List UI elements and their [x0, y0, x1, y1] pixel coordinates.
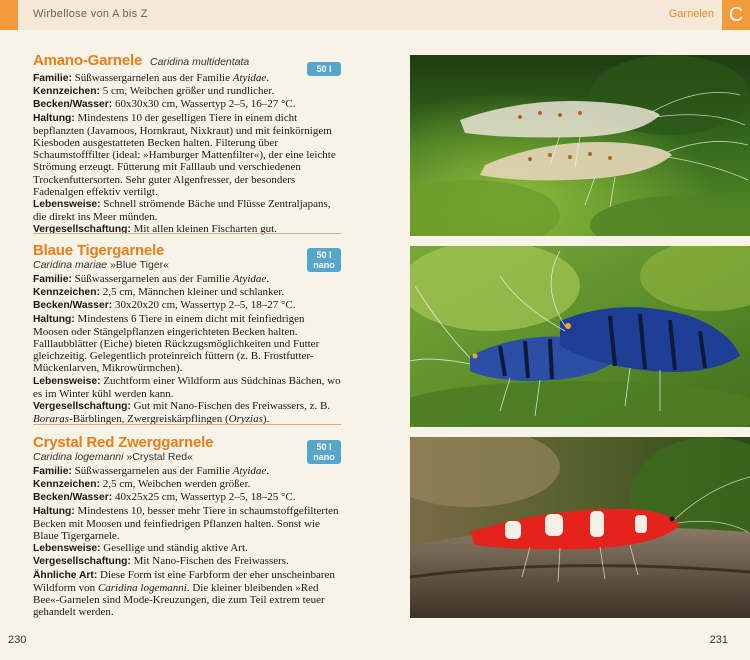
entry-blaue-tigergarnele: [33, 242, 341, 425]
entry-divider: [33, 233, 341, 234]
becken-text: 30x20x20 cm, Wassertyp 2–5, 18–27 °C.: [112, 299, 296, 312]
familie-text: Süßwassergarnelen aus der Familie: [71, 465, 233, 477]
page-number-right: 231: [709, 634, 728, 646]
lebensweise-text: Gesellige und ständig aktive Art.: [100, 542, 248, 555]
kennzeichen-label: Kennzeichen:: [33, 287, 100, 299]
familie-label: Familie:: [33, 73, 72, 84]
becken-line: [33, 491, 341, 504]
genus-name-2: Oryzias: [228, 413, 263, 426]
familie-end: .: [266, 72, 270, 84]
family-name: Atyidae: [232, 72, 267, 84]
vergesellschaftung-label: Vergesellschaftung:: [33, 556, 131, 568]
haltung-label: Haltung:: [33, 112, 75, 124]
aehnliche-art-line: [33, 569, 341, 619]
familie-text: Süßwassergarnelen aus der Familie: [71, 273, 233, 285]
becken-label: Becken/Wasser:: [33, 99, 113, 111]
entry-subtitle: [33, 259, 341, 272]
scientific-name: Caridina logemanni: [97, 581, 187, 594]
haltung-text: Mindestens 10 der geselligen Tiere in einem dicht bepflanzten (Javamoos, Hornkraut, Nixkraut) und mit feinkörnigem Kiesboden ausgestatteten Becken halten. Filterung über Schaumstofffilter (ideal: »Hamburger Mattenfilter«), der eine leichte Strömung erzeugt. Fütterung mit Falllaub und verschiedenen Trockenfuttersorten. Sehr guter Algenfresser, der besonders Fadenalgen effektiv vertilgt.: [33, 111, 336, 198]
aehnliche-art-end: . Die kleiner bleibenden »Red Bee«-Garnelen sind Mode-Kreuzungen, die zum Teil extrem teuer gehandelt werden.: [33, 581, 325, 619]
vergesellschaftung-line: [33, 400, 341, 425]
trade-name: »Blue Tiger«: [107, 259, 169, 271]
haltung-line: [33, 112, 341, 198]
scientific-name: Caridina mariae: [33, 259, 108, 271]
kennzeichen-text: 2,5 cm, Männchen kleiner und schlanker.: [99, 286, 285, 299]
photo-crystal-red-shrimp: [410, 437, 750, 618]
section-label: Garnelen: [668, 8, 714, 20]
vergesellschaftung-text: Gut mit Nano-Fischen des Freiwassers, z. B.: [130, 400, 331, 413]
becken-label: Becken/Wasser:: [33, 300, 113, 312]
vergesellschaftung-line: [33, 223, 341, 236]
kennzeichen-line: [33, 286, 341, 299]
familie-text: Süßwassergarnelen aus der Familie: [71, 72, 233, 84]
haltung-line: [33, 505, 341, 543]
vergesellschaftung-label: Vergesellschaftung:: [33, 401, 131, 413]
kennzeichen-label: Kennzeichen:: [33, 86, 100, 98]
becken-text: 40x25x25 cm, Wassertyp 2–5, 18–25 °C.: [112, 491, 296, 504]
amano-shrimp-illustration: [410, 55, 750, 236]
entry-title: [33, 242, 341, 259]
entry-subtitle: [33, 451, 341, 464]
entry-body: [33, 465, 341, 618]
tank-size-badge: [307, 248, 341, 272]
kennzeichen-label: Kennzeichen:: [33, 479, 100, 491]
crystal-red-shrimp-illustration: [410, 437, 750, 618]
running-head: Wirbellose von A bis Z: [33, 8, 148, 20]
lebensweise-label: Lebensweise:: [33, 543, 101, 555]
entry-crystal-red: [33, 434, 341, 618]
becken-text: 60x30x30 cm, Wassertyp 2–5, 16–27 °C.: [112, 98, 296, 111]
lebensweise-label: Lebensweise:: [33, 375, 101, 387]
familie-line: [33, 465, 341, 478]
badge-volume: 50 l: [316, 64, 332, 74]
familie-line: [33, 72, 341, 85]
haltung-label: Haltung:: [33, 313, 75, 325]
haltung-text: Mindestens 10, besser mehr Tiere in schaumstoffgefilterten Becken mit Moosen und feinfiedrigen Pflanzen halten. Sonst wie Blaue Tigergarnele.: [33, 504, 339, 543]
family-name: Atyidae: [232, 465, 267, 477]
entry-divider: [33, 424, 341, 425]
entry-title: [33, 434, 341, 451]
lebensweise-line: [33, 375, 341, 400]
entry-amano-garnele: [33, 52, 341, 237]
letter-tab: C: [722, 0, 750, 30]
tank-size-badge: [307, 440, 341, 464]
common-name: Blaue Tigergarnele: [33, 242, 165, 259]
genus-name: Boraras: [33, 413, 70, 426]
vergesellschaftung-text-mid: -Bärblingen, Zwergreiskärpflingen (: [69, 413, 229, 426]
page-number-left: 230: [8, 634, 27, 646]
entry-body: [33, 273, 341, 425]
familie-end: .: [266, 273, 270, 285]
lebensweise-text: Zuchtform einer Wildform aus Südchinas Bächen, wo es im Winter kühl werden kann.: [33, 374, 341, 400]
photo-amano-shrimp: [410, 55, 750, 236]
scientific-name: Caridina logemanni: [33, 451, 124, 463]
familie-label: Familie:: [33, 466, 72, 477]
badge-volume: 50 l: [316, 250, 332, 260]
familie-end: .: [266, 465, 270, 477]
badge-volume: 50 l: [316, 442, 332, 452]
aehnliche-art-text: Diese Form ist eine Farbform der eher unscheinbaren Wildform von: [33, 568, 335, 594]
lebensweise-line: [33, 198, 341, 223]
vergesellschaftung-end: ).: [262, 413, 270, 426]
common-name: Crystal Red Zwerggarnele: [33, 434, 214, 451]
familie-line: [33, 273, 341, 286]
kennzeichen-text: 2,5 cm, Weibchen werden größer.: [99, 478, 251, 491]
scientific-name: Caridina multidentata: [150, 56, 250, 68]
kennzeichen-text: 5 cm, Weibchen größer und rundlicher.: [99, 85, 275, 98]
lebensweise-label: Lebensweise:: [33, 199, 101, 211]
photo-blue-tiger-shrimp: [410, 246, 750, 427]
vergesellschaftung-text: Mit allen kleinen Fischarten gut.: [130, 223, 277, 236]
tank-size-badge: [307, 62, 341, 76]
entry-title: [33, 52, 341, 71]
badge-nano: nano: [313, 260, 335, 270]
becken-label: Becken/Wasser:: [33, 492, 113, 504]
becken-line: [33, 98, 341, 111]
blue-tiger-shrimp-illustration: [410, 246, 750, 427]
badge-nano: nano: [313, 452, 335, 462]
lebensweise-text: Schnell strömende Bäche und Flüsse Zentraljapans, die direkt ins Meer münden.: [33, 198, 331, 224]
familie-label: Familie:: [33, 274, 72, 285]
left-corner-tab: [0, 0, 18, 30]
haltung-text: Mindestens 6 Tiere in einem dicht mit feinfiedrigen Moosen oder Stängelpflanzen eingerichteten Becken halten. Falllaubblätter (Eiche) bieten Rückzugsmöglichkeiten und Futter gleichzeitig. Gelegentlich proteinreich füttern (z. B. Frostfutter-Mückenlarven, Mikrowürmchen).: [33, 312, 320, 375]
haltung-line: [33, 313, 341, 375]
aehnliche-art-label: Ähnliche Art:: [33, 569, 98, 581]
common-name: Amano-Garnele: [33, 52, 143, 69]
entry-body: [33, 72, 341, 237]
lebensweise-line: [33, 542, 341, 555]
vergesellschaftung-line: [33, 555, 341, 568]
becken-line: [33, 299, 341, 312]
kennzeichen-line: [33, 85, 341, 98]
haltung-label: Haltung:: [33, 505, 75, 517]
vergesellschaftung-text: Mit Nano-Fischen des Freiwassers.: [130, 555, 289, 568]
family-name: Atyidae: [232, 273, 267, 285]
vergesellschaftung-label: Vergesellschaftung:: [33, 224, 131, 236]
kennzeichen-line: [33, 478, 341, 491]
trade-name: »Crystal Red«: [123, 451, 193, 463]
